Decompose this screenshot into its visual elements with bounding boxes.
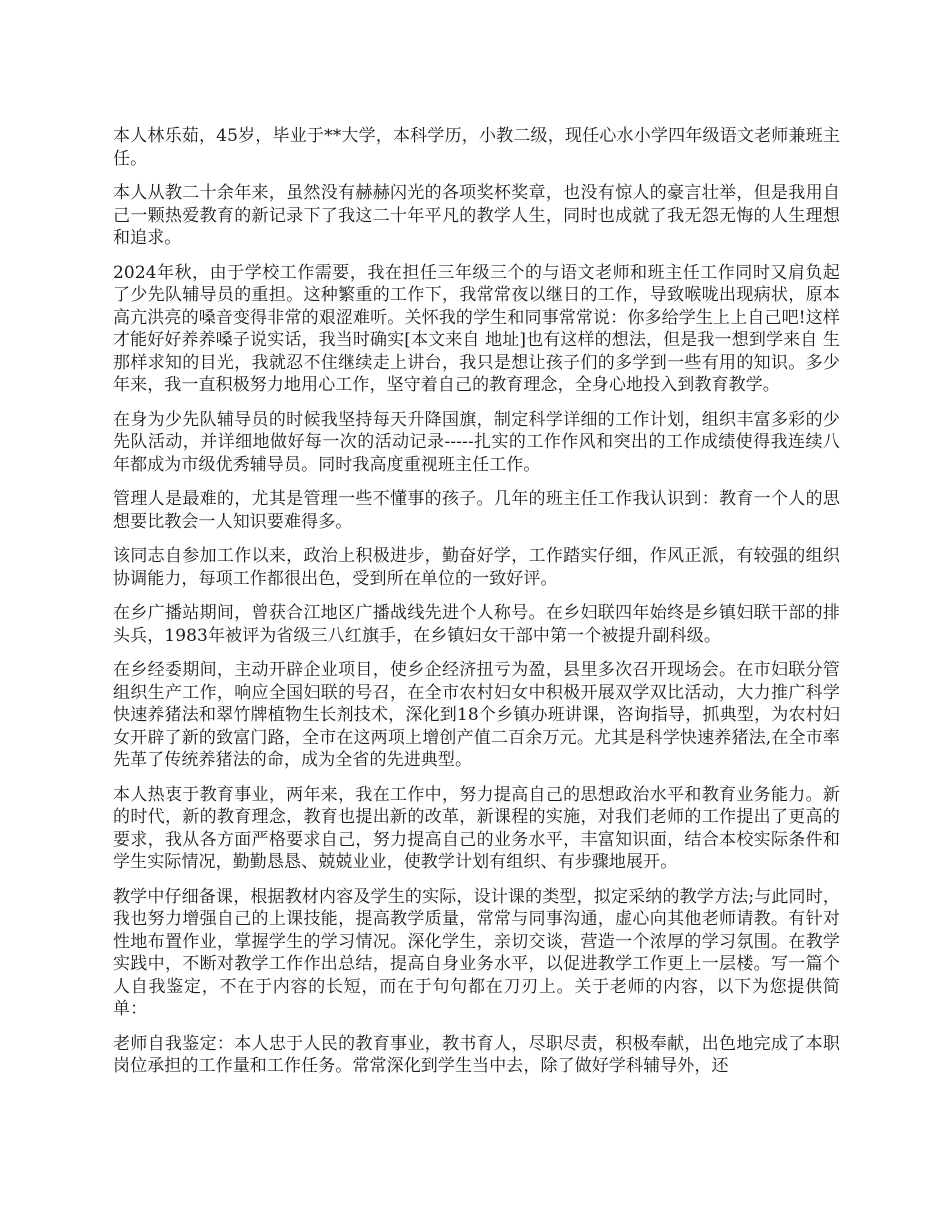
paragraph-managing-children: 管理人是最难的，尤其是管理一些不懂事的孩子。几年的班主任工作我认识到：教育一个人的思想要比教会一人知识要难得多。 bbox=[113, 489, 840, 532]
document-body bbox=[113, 125, 840, 1090]
paragraph-broadcast-station: 在乡广播站期间，曾获合江地区广播战线先进个人称号。在乡妇联四年始终是乡镇妇联干部的排头兵，1983年被评为省级三八红旗手，在乡镇妇女干部中第一个被提升副科级。 bbox=[113, 603, 840, 646]
paragraph-colleague-evaluation: 该同志自参加工作以来，政治上积极进步，勤奋好学，工作踏实仔细，作风正派，有较强的组织协调能力，每项工作都很出色，受到所在单位的一致好评。 bbox=[113, 546, 840, 589]
paragraph-lesson-preparation: 教学中仔细备课，根据教材内容及学生的实际，设计课的类型，拟定采纳的教学方法;与此同时，我也努力增强自己的上课技能，提高教学质量，常常与同事沟通，虚心向其他老师请教。有针对性地布置作业，掌握学生的学习情况。深化学生，亲切交谈，营造一个浓厚的学习氛围。在教学实践中，不断对教学工作作出总结，提高自身业务水平，以促进教学工作更上一层楼。写一篇个人自我鉴定，不在于内容的长短，而在于句句都在刀刃上。关于老师的内容，以下为您提供简单： bbox=[113, 886, 840, 1019]
paragraph-teaching-career: 本人从教二十余年来，虽然没有赫赫闪光的各项奖杯奖章，也没有惊人的豪言壮举，但是我用自己一颗热爱教育的新记录下了我这二十年平凡的教学人生，同时也成就了我无怨无悔的人生理想和追求。 bbox=[113, 183, 840, 248]
paragraph-self-appraisal: 老师自我鉴定：本人忠于人民的教育事业，教书育人，尽职尽责，积极奉献，出色地完成了本职岗位承担的工作量和工作任务。常常深化到学生当中去，除了做好学科辅导外，还 bbox=[113, 1033, 840, 1076]
paragraph-2024-workload: 2024年秋，由于学校工作需要，我在担任三年级三个的与语文老师和班主任工作同时又肩负起了少先队辅导员的重担。这种繁重的工作下，我常常夜以继日的工作，导致喉咙出现病状，原本高亢洪亮的嗓音变得非常的艰涩难听。关怀我的学生和同事常常说：你多给学生上上自己吧!这样才能好好养养嗓子说实话，我当时确实[本文来自 地址]也有这样的想法，但是我一想到学来自 生那样求知的目光，我就忍不住继续走上讲台，我只是想让孩子们的多学到一些有用的知识。多少年来，我一直积极努力地用心工作，坚守着自己的教育理念，全身心地投入到教育教学。 bbox=[113, 262, 840, 395]
paragraph-young-pioneer-counselor: 在身为少先队辅导员的时候我坚持每天升降国旗，制定科学详细的工作计划，组织丰富多彩的少先队活动，并详细地做好每一次的活动记录-----扎实的工作作风和突出的工作成绩使得我连续八年都成为市级优秀辅导员。同时我高度重视班主任工作。 bbox=[113, 409, 840, 475]
paragraph-economic-committee: 在乡经委期间，主动开辟企业项目，使乡企经济扭亏为盈，县里多次召开现场会。在市妇联分管组织生产工作，响应全国妇联的号召，在全市农村妇女中积极开展双学双比活动，大力推广科学快速养猪法和翠竹牌植物生长剂技术，深化到18个乡镇办班讲课，咨询指导，抓典型，为农村妇女开辟了新的致富门路，全市在这两项上增创产值二百余万元。尤其是科学快速养猪法,在全市率先革了传统养猪法的命，成为全省的先进典型。 bbox=[113, 660, 840, 770]
paragraph-education-dedication: 本人热衷于教育事业，两年来，我在工作中，努力提高自己的思想政治水平和教育业务能力。新的时代，新的教育理念，教育也提出新的改革，新课程的实施，对我们老师的工作提出了更高的要求，我从各方面严格要求自己，努力提高自己的业务水平，丰富知识面，结合本校实际条件和学生实际情况，勤勤恳恳、兢兢业业，使教学计划有组织、有步骤地展开。 bbox=[113, 784, 840, 872]
paragraph-intro: 本人林乐茹，45岁，毕业于**大学，本科学历，小教二级，现任心水小学四年级语文老师兼班主任。 bbox=[113, 126, 840, 169]
